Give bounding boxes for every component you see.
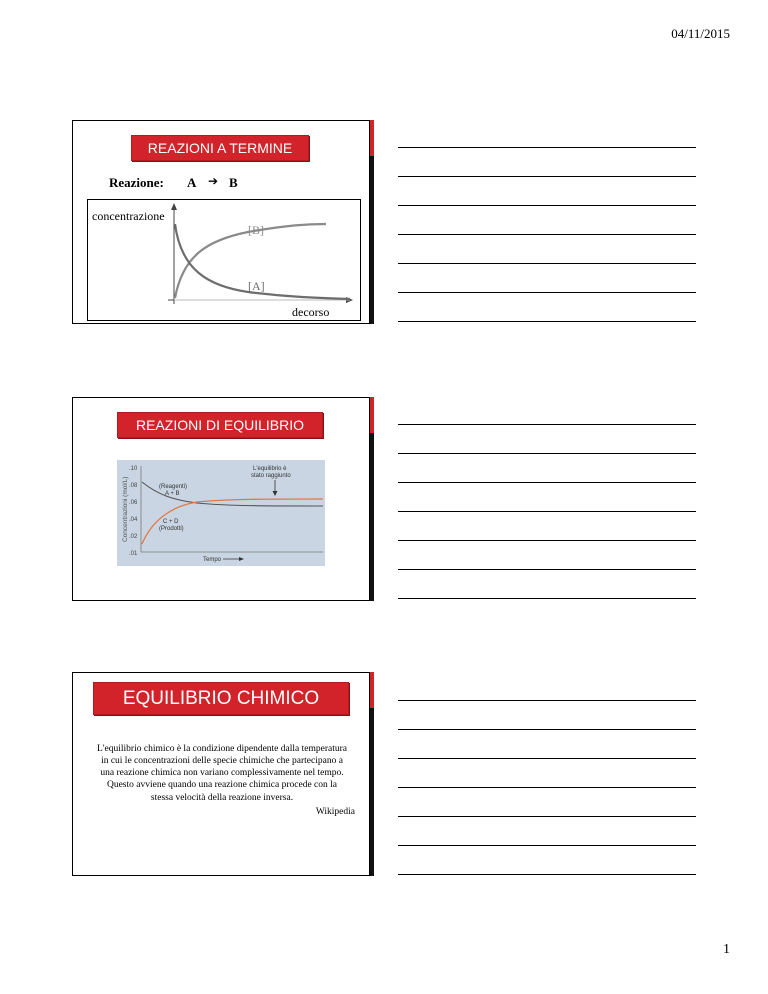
curve-a-label: [A] <box>248 279 265 293</box>
y-axis-label: Concentrazioni (mol/L) <box>122 476 129 542</box>
page-number: 1 <box>723 942 730 957</box>
slide-reazioni-di-equilibrio <box>72 397 370 601</box>
curve-b-label: [B] <box>248 223 264 237</box>
y-tick: .04 <box>129 517 138 523</box>
products-label: (Prodotti) <box>159 526 184 532</box>
y-axis-label: concentrazione <box>92 209 165 223</box>
reaction-rhs: B <box>229 175 238 190</box>
y-axis-arrow-icon <box>171 203 177 210</box>
time-arrow-icon <box>239 557 244 561</box>
page-date: 04/11/2015 <box>671 26 730 41</box>
y-tick: .10 <box>129 466 138 472</box>
y-tick: .08 <box>129 483 138 489</box>
products-label: C + D <box>163 519 179 525</box>
definition-text <box>87 743 357 804</box>
y-tick: .01 <box>129 551 138 557</box>
equilibrium-label: L'equilibrio è <box>253 466 287 472</box>
slide-title: EQUILIBRIO CHIMICO <box>93 682 349 715</box>
reaction-arrow-icon: ➔ <box>208 174 219 188</box>
y-tick: .02 <box>129 534 138 540</box>
y-tick: .06 <box>129 500 138 506</box>
equilibrium-graph-photo <box>117 460 325 566</box>
definition-line: stessa velocità della reazione inversa. <box>150 792 294 803</box>
equilibrium-label: stato raggiunto <box>251 473 291 479</box>
x-axis-label: decorso <box>292 305 330 319</box>
x-axis-label: Tempo <box>203 557 222 563</box>
concentration-graph <box>87 199 361 321</box>
equilibrium-graph-svg <box>117 460 325 566</box>
reaction-lhs: A <box>187 175 197 190</box>
slide-title: REAZIONI DI EQUILIBRIO <box>117 412 323 438</box>
reagents-label: A + B <box>165 491 180 497</box>
slide-equilibrio-chimico <box>72 672 370 876</box>
concentration-graph-svg <box>88 200 360 320</box>
definition-line: Questo avviene quando una reazione chimica procede con la <box>106 780 337 791</box>
definition-line: una reazione chimica non variano complessivamente nel tempo. <box>100 768 344 779</box>
reaction-label: Reazione: <box>109 175 164 190</box>
reagents-label: (Reagenti) <box>159 484 188 490</box>
slide-title: REAZIONI A TERMINE <box>131 135 309 161</box>
source-citation: Wikipedia <box>315 807 355 817</box>
equilibrium-arrow-icon <box>273 491 278 496</box>
definition-line: L'equilibrio chimico è la condizione dipendente dalla temperatura <box>97 744 347 754</box>
definition-line: in cui le concentrazioni delle specie chimiche che partecipano a <box>101 756 343 767</box>
slide-reazioni-a-termine <box>72 120 370 324</box>
